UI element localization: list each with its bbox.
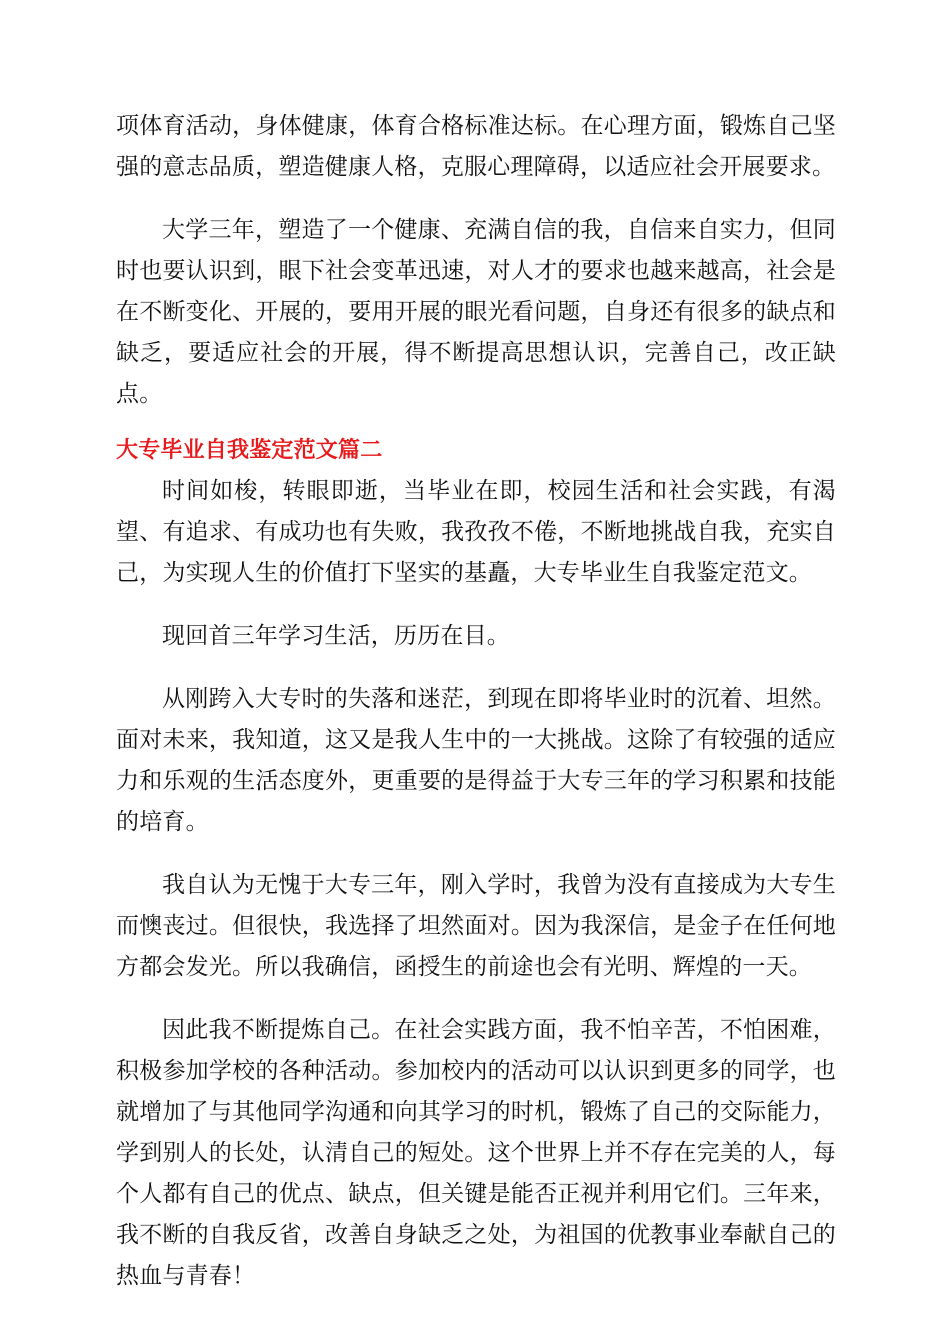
paragraph-continuation: 项体育活动，身体健康，体育合格标准达标。在心理方面，锻炼自己坚强的意志品质，塑造健康人格，克服心理障碍，以适应社会开展要求。 (116, 113, 836, 180)
paragraph-from-entry: 从刚跨入大专时的失落和迷茫，到现在即将毕业时的沉着、坦然。面对未来，我知道，这又是我人生中的一大挑战。这除了有较强的适应力和乐观的生活态度外，更重要的是得益于大专三年的学习积累和技能的培育。 (116, 686, 836, 835)
paragraph-look-back: 现回首三年学习生活，历历在目。 (162, 623, 510, 649)
paragraph-self-improvement: 因此我不断提炼自己。在社会实践方面，我不怕辛苦，不怕困难，积极参加学校的各种活动。参加校内的活动可以认识到更多的同学，也就增加了与其他同学沟通和向其学习的时机，锻炼了自己的交际能力，学到别人的长处，认清自己的短处。这个世界上并不存在完美的人，每个人都有自己的优点、缺点，但关键是能否正视并利用它们。三年来，我不断的自我反省，改善自身缺乏之处，为祖国的优教事业奉献自己的热血与青春！ (116, 1017, 836, 1289)
paragraph-university-summary: 大学三年，塑造了一个健康、充满自信的我，自信来自实力，但同时也要认识到，眼下社会变革迅速，对人才的要求也越来越高，社会是在不断变化、开展的，要用开展的眼光看问题，自身还有很多的缺点和缺乏，要适应社会的开展，得不断提高思想认识，完善自己，改正缺点。 (116, 217, 836, 407)
section-heading: 大专毕业自我鉴定范文篇二 (116, 438, 383, 463)
paragraph-self-assessment: 我自认为无愧于大专三年，刚入学时，我曾为没有直接成为大专生而懊丧过。但很快，我选择了坦然面对。因为我深信，是金子在任何地方都会发光。所以我确信，函授生的前途也会有光明、辉煌的一天。 (116, 872, 836, 980)
document-page (116, 106, 836, 1319)
paragraph-time-flies: 时间如梭，转眼即逝，当毕业在即，校园生活和社会实践，有渴望、有追求、有成功也有失败，我孜孜不倦，不断地挑战自我，充实自己，为实现人生的价值打下坚实的基矗，大专毕业生自我鉴定范文。 (116, 478, 836, 586)
